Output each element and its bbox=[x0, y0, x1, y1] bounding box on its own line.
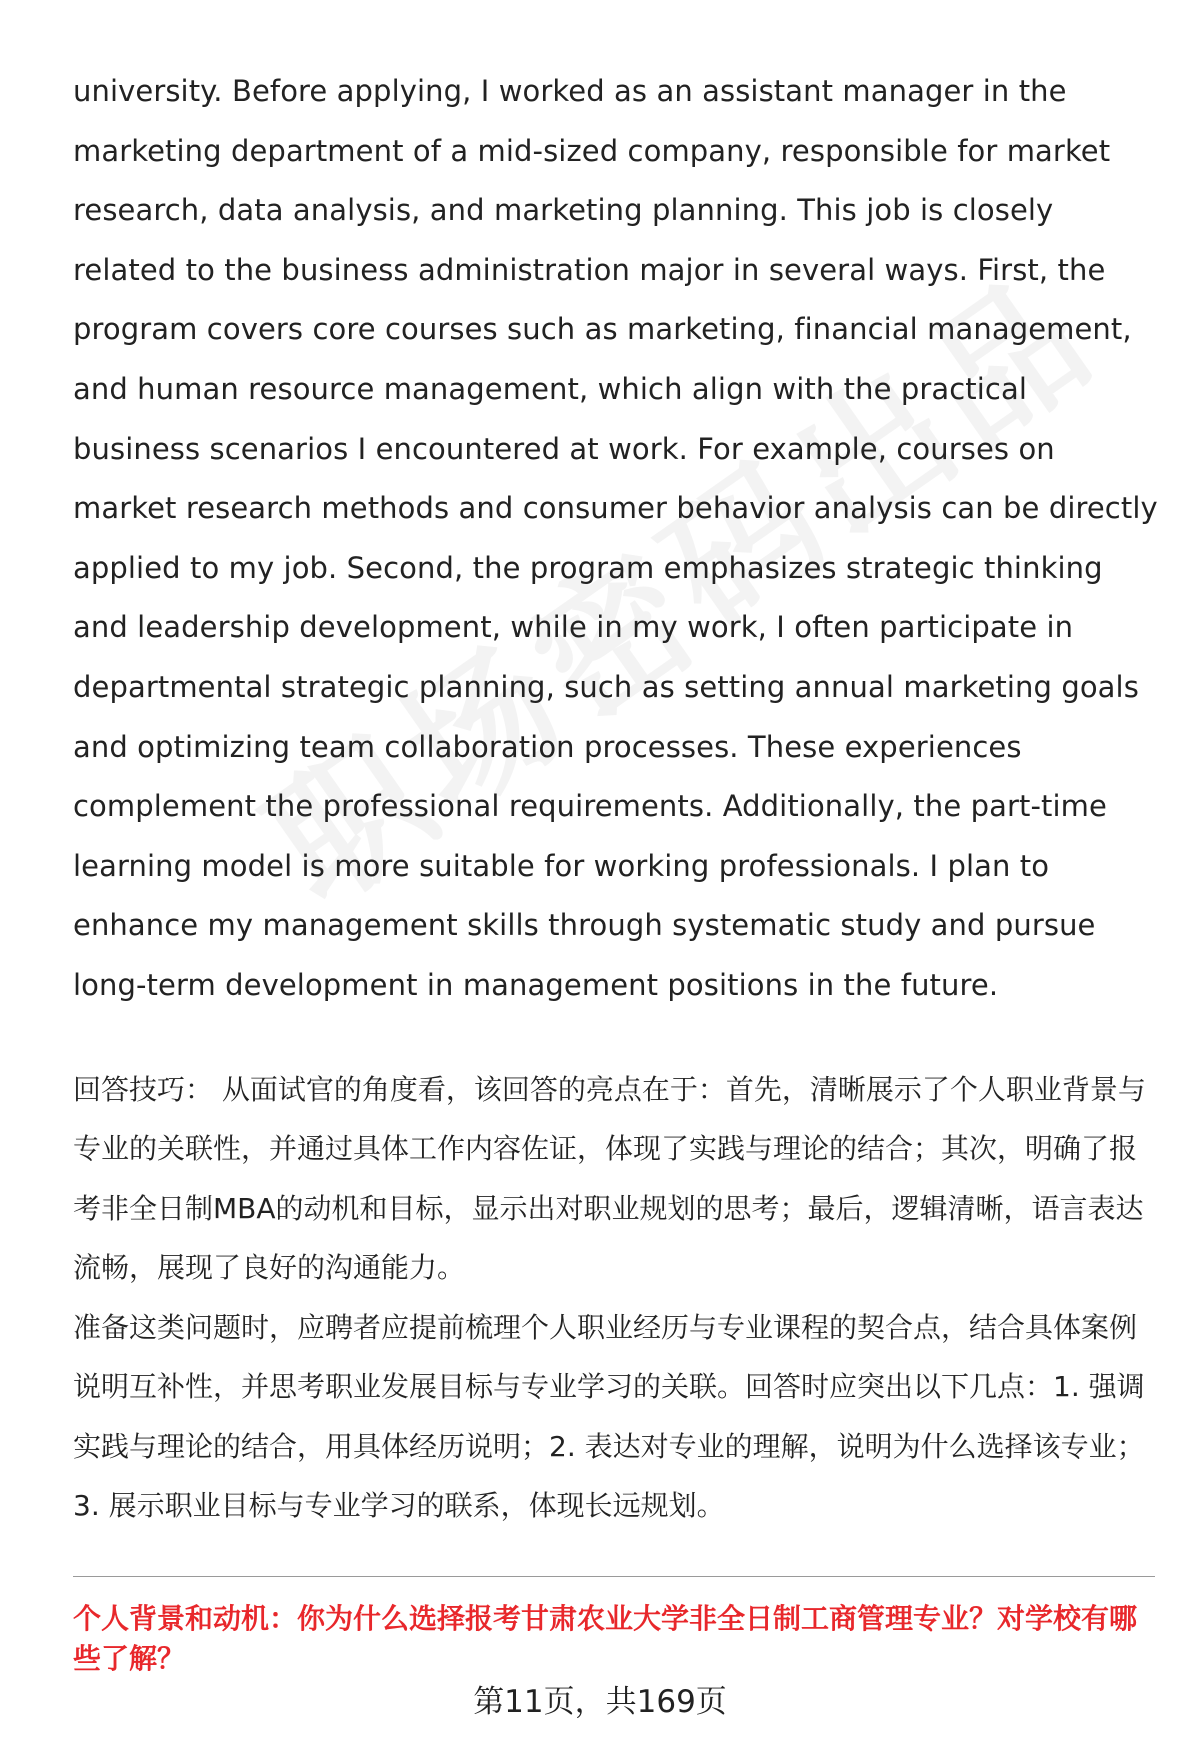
next-question-heading: 个人背景和动机：你为什么选择报考甘肃农业大学非全日制工商管理专业？对学校有哪些了解？ bbox=[73, 1601, 1138, 1675]
section-divider bbox=[73, 1576, 1155, 1577]
tips-paragraph: 回答技巧： 从面试官的角度看，该回答的亮点在于：首先，清晰展示了个人职业背景与专业的关联性，并通过具体工作内容佐证，体现了实践与理论的结合；其次，明确了报考非全日制MBA的动机和目标，显示出对职业规划的思考；最后，逻辑清晰，语言表达流畅，展现了良好的沟通能力。 bbox=[73, 1072, 1146, 1284]
answer-paragraph-en: university. Before applying, I worked as an assistant manager in the marketing department of a mid-sized company, responsible for market research, data analysis, and marketing planning. This job is closely related to the business administration major in several ways. First, the program covers core courses such as marketing, financial management, and human resource management, which align with the practical business scenarios I encountered at work. For example, courses on market research methods and consumer behavior analysis can be directly applied to my job. Second, the program emphasizes strategic thinking and leadership development, while in my work, I often participate in departmental strategic planning, such as setting annual marketing goals and optimizing team collaboration processes. These experiences complement the professional requirements. Additionally, the part-time learning model is more suitable for working professionals. I plan to enhance my management skills through systematic study and pursue long-term development in management positions in the future. bbox=[73, 74, 1158, 1002]
tips-section bbox=[73, 1060, 1158, 1536]
page-number: 第11页，共169页 bbox=[473, 1684, 727, 1720]
prep-paragraph: 准备这类问题时，应聘者应提前梳理个人职业经历与专业课程的契合点，结合具体案例说明互补性，并思考职业发展目标与专业学习的关联。回答时应突出以下几点：1. 强调实践与理论的结合，用具体经历说明；2. 表达对专业的理解，说明为什么选择该专业；3. 展示职业目标与专业学习的联系，体现长远规划。 bbox=[73, 1310, 1145, 1522]
document-page bbox=[73, 62, 1158, 1679]
